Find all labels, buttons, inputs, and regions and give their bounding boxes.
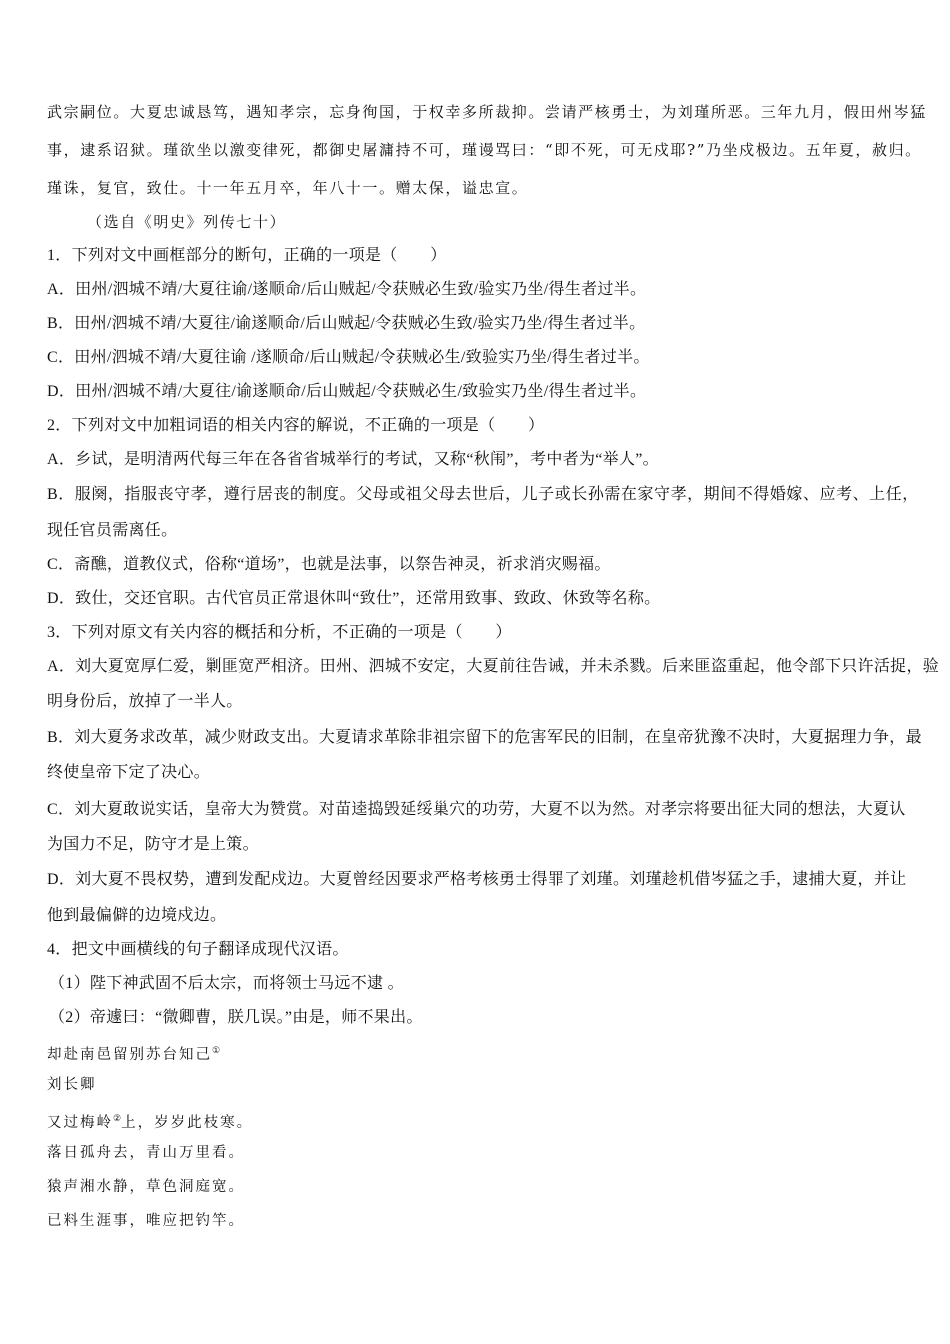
question-1-stem: 1．下列对文中画框部分的断句，正确的一项是（ ）	[47, 247, 447, 264]
question-1-option-d: D．田州/泗城不靖/大夏往/谕遂顺命/后山贼起/令获贼必生/致验实乃坐/得生者过半。	[47, 383, 647, 400]
passage-line-3: 瑾诛，复官，致仕。十一年五月卒，年八十一。赠太保，谥忠宣。	[47, 179, 529, 197]
footnote-marker-1: ①	[212, 1046, 221, 1056]
question-1-option-b: B．田州/泗城不靖/大夏往/谕遂顺命/后山贼起/令获贼必生致/验实乃坐/得生者过半。	[47, 315, 646, 332]
poem-line-3: 猿声湘水静，草色洞庭宽。	[47, 1179, 245, 1195]
question-1-option-c: C．田州/泗城不靖/大夏往谕 /遂顺命/后山贼起/令获贼必生/致验实乃坐/得生者过半。	[47, 349, 650, 366]
question-3-stem: 3．下列对原文有关内容的概括和分析，不正确的一项是（ ）	[47, 624, 512, 641]
question-3-option-b-cont: 终使皇帝下定了决心。	[47, 764, 211, 781]
question-2-stem: 2．下列对文中加粗词语的相关内容的解说，不正确的一项是（ ）	[47, 417, 545, 434]
question-3-option-c-cont: 为国力不足，防守才是上策。	[47, 836, 259, 853]
poem-line-2: 落日孤舟去，青山万里看。	[47, 1145, 245, 1161]
question-2-option-c: C．斋醮，道教仪式，俗称“道场”，也就是法事，以祭告神灵，祈求消灾赐福。	[47, 556, 611, 573]
question-3-option-d: D．刘大夏不畏权势，遭到发配戍边。大夏曾经因要求严格考核勇士得罪了刘瑾。刘瑾趁机借岑猛之手，逮捕大夏，并让	[47, 871, 907, 888]
question-2-option-d: D．致仕，交还官职。古代官员正常退休叫“致仕”，还常用致事、致政、休致等名称。	[47, 590, 661, 607]
poem-title-text: 却赴南邑留别苏台知己	[47, 1047, 212, 1063]
question-2-option-b-cont: 现任官员需离任。	[47, 522, 178, 539]
passage-line-1: 武宗嗣位。大夏忠诚恳笃，遇知孝宗，忘身徇国，于权幸多所裁抑。尝请严核勇士，为刘瑾所恶。三年九月，假田州岑猛	[47, 103, 927, 121]
footnote-marker-2: ②	[113, 1114, 122, 1124]
question-3-option-c: C．刘大夏敢说实话，皇帝大为赞赏。对苗逵捣毁延绥巢穴的功劳，大夏不以为然。对孝宗将要出征大同的想法，大夏认	[47, 801, 906, 818]
question-3-option-a-cont: 明身份后，放掉了一半人。	[47, 693, 243, 710]
question-4-stem: 4．把文中画横线的句子翻译成现代汉语。	[47, 941, 349, 958]
question-2-option-a: A．乡试，是明清两代每三年在各省省城举行的考试，又称“秋闱”，考中者为“举人”。	[47, 451, 659, 468]
question-2-option-b: B．服阕，指服丧守孝，遵行居丧的制度。父母或祖父母去世后，儿子或长孙需在家守孝，期间不得婚嫁、应考、上任，	[47, 486, 919, 503]
question-4-subitem-1: （1）陛下神武固不后太宗，而将领士马远不逮 。	[49, 975, 404, 992]
poem-line-4: 已料生涯事，唯应把钓竿。	[47, 1213, 245, 1229]
poem-line-1-a: 又过梅岭	[47, 1115, 113, 1131]
question-3-option-b: B．刘大夏务求改革，减少财政支出。大夏请求革除非祖宗留下的危害军民的旧制，在皇帝犹豫不决时，大夏据理力争，最	[47, 729, 922, 746]
question-4-subitem-2: （2）帝遽曰：“微卿曹，朕几误。”由是，师不果出。	[49, 1009, 423, 1026]
question-1-option-a: A．田州/泗城不靖/大夏往谕/遂顺命/后山贼起/令获贼必生致/验实乃坐/得生者过半。	[47, 281, 647, 298]
poem-line-1-b: 上，岁岁此枝寒。	[121, 1115, 254, 1131]
poem-title	[47, 1041, 220, 1065]
passage-source: （选自《明史》列传七十）	[87, 213, 287, 231]
poem-line-1	[47, 1109, 253, 1133]
question-3-option-d-cont: 他到最偏僻的边境戍边。	[47, 907, 227, 924]
question-3-option-a: A．刘大夏宽厚仁爱，剿匪宽严相济。田州、泗城不安定，大夏前往告诫，并未杀戮。后来匪盗重起，他令部下只许活捉，验	[47, 658, 940, 675]
poem-author: 刘长卿	[47, 1077, 97, 1093]
passage-line-2: 事，逮系诏狱。瑾欲坐以激变律死，都御史屠滽持不可，瑾谩骂曰：“即不死，可无戍耶?”乃坐戍极边。五年夏，赦归。	[47, 141, 922, 159]
